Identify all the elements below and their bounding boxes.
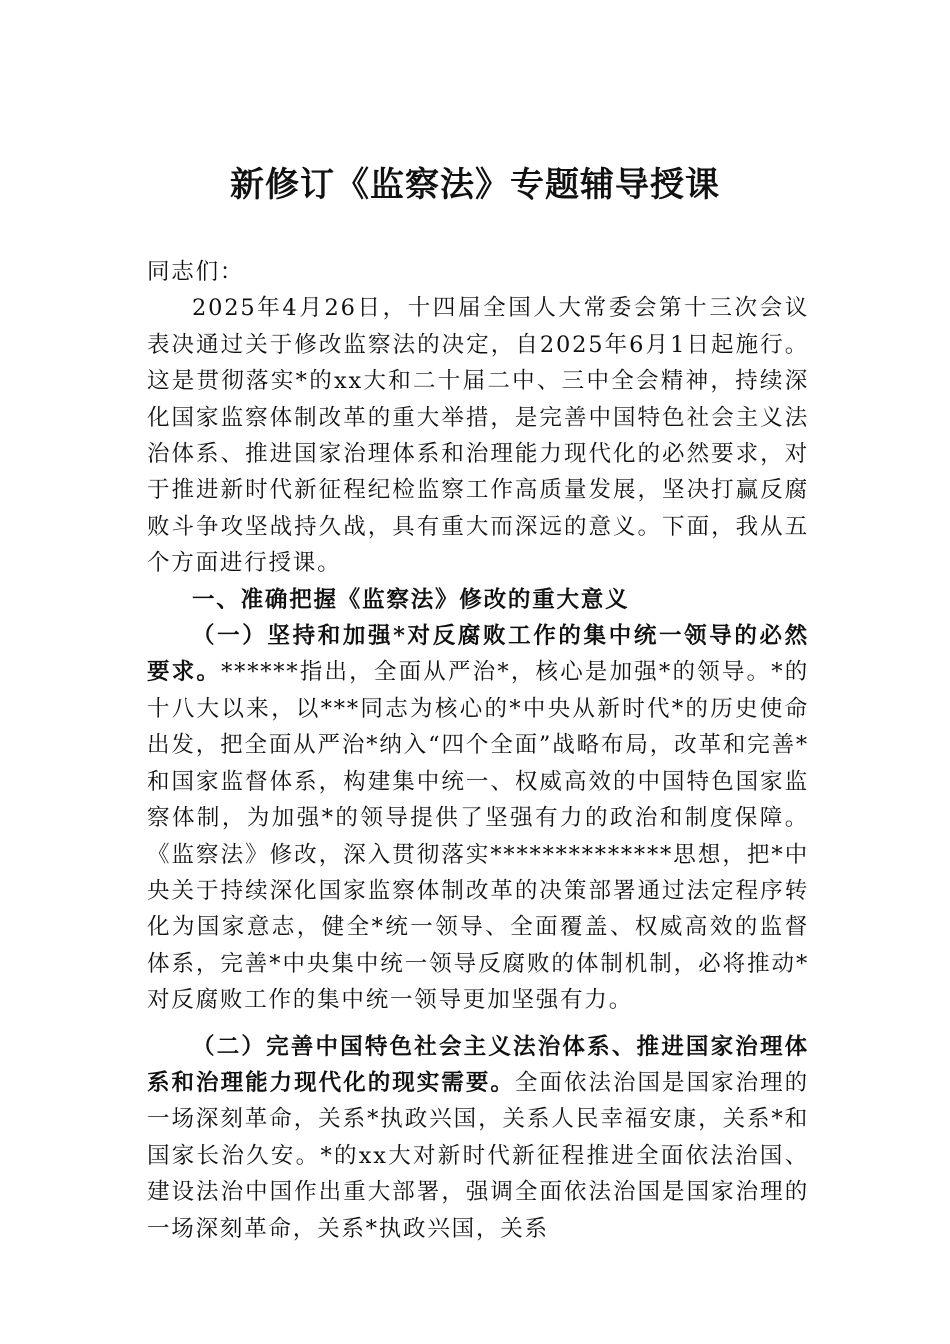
paragraph-1 (147, 618, 809, 1018)
salutation: 同志们： (147, 259, 245, 285)
document-title: 新修订《监察法》专题辅导授课 (230, 165, 720, 205)
document-body (147, 254, 809, 1247)
intro-paragraph: 2025年4月26日，十四届全国人大常委会第十三次会议表决通过关于修改监察法的决定，自2025年6月1日起施行。这是贯彻落实*的xx大和二十届二中、三中全会精神，持续深化国家监察体制改革的重大举措，是完善中国特色社会主义法治体系、推进国家治理体系和治理能力现代化的必然要求，对于推进新时代新征程纪检监察工作高质量发展，坚决打赢反腐败斗争攻坚战持久战，具有重大而深远的意义。下面，我从五个方面进行授课。 (147, 295, 809, 577)
paragraph-2 (147, 1029, 809, 1247)
paragraph-2-body: 全面依法治国是国家治理的一场深刻革命，关系*执政兴国，关系人民幸福安康，关系*和国家长治久安。*的xx大对新时代新征程推进全面依法治国、建设法治中国作出重大部署，强调全面依法治国是国家治理的一场深刻革命，关系*执政兴国，关系 (147, 1069, 809, 1242)
paragraph-2-heading: （二）完善中国特色社会主义法治体系、推进国家治理体系和治理能力现代化的现实需要。 (147, 1033, 809, 1096)
section-heading: 一、准确把握《监察法》修改的重大意义 (192, 586, 630, 613)
paragraph-1-heading: （一）坚持和加强*对反腐败工作的集中统一领导的必然要求。 (147, 623, 809, 686)
paragraph-1-body: ******指出，全面从严治*，核心是加强*的领导。*的十八大以来，以***同志为核心的*中央从新时代*的历史使命出发，把全面从严治*纳入“四个全面”战略布局，改革和完善*和国家监督体系，构建集中统一、权威高效的中国特色国家监察体制，为加强*的领导提供了坚强有力的政治和制度保障。《监察法》修改，深入贯彻落实**************思想，把*中央关于持续深化国家监察体制改革的决策部署通过法定程序转化为国家意志，健全*统一领导、全面覆盖、权威高效的监督体系，完善*中央集中统一领导反腐败的体制机制，必将推动*对反腐败工作的集中统一领导更加坚强有力。 (147, 659, 809, 1014)
